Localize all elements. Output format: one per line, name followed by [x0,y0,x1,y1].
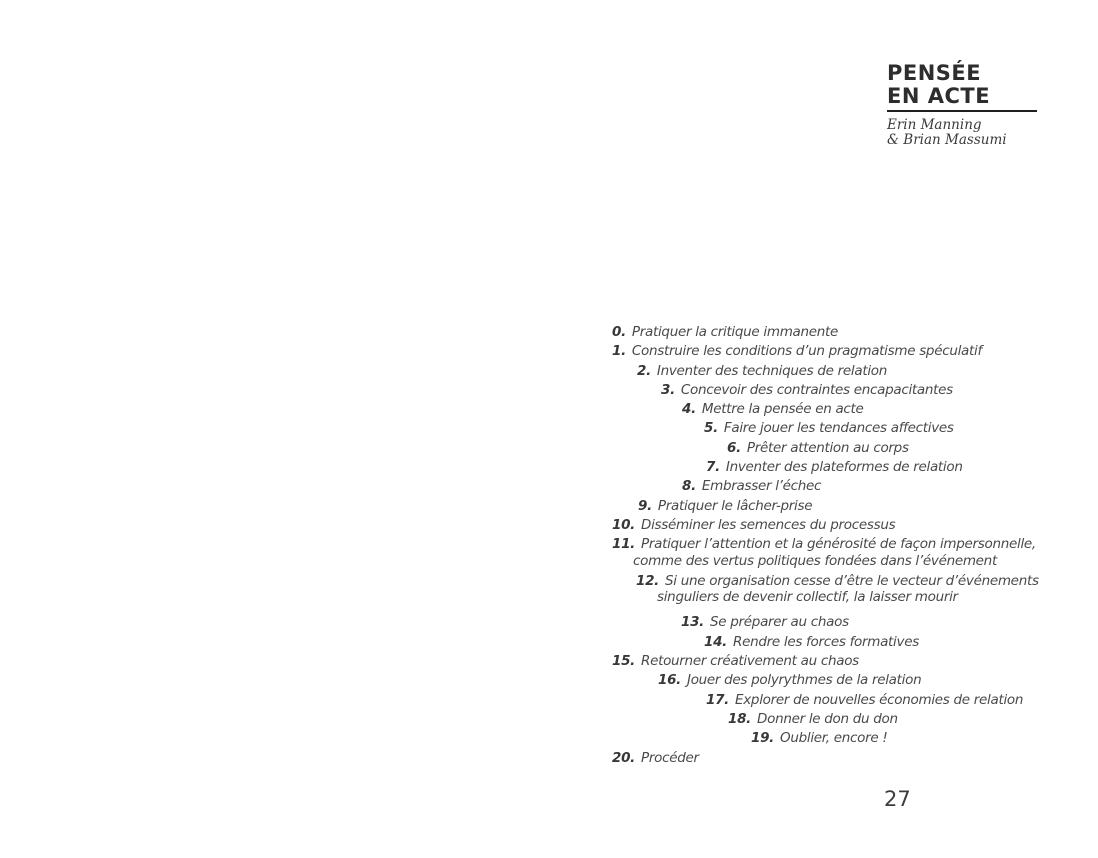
item-number: 14. [704,633,728,650]
list-item [706,458,1072,477]
item-number: 9. [638,497,652,514]
list-item [612,342,1072,361]
list-item [706,691,1072,710]
title-underline-rule [887,110,1037,112]
item-number: 1. [612,343,626,360]
item-text: Si une organisation cesse d’être le vecteur d’événements [665,572,1039,589]
item-number: 5. [704,420,718,437]
item-text: Faire jouer les tendances affectives [723,420,954,437]
item-text: Inventer des techniques de relation [656,362,887,379]
list-item [637,362,1072,381]
list-item [636,573,1072,606]
list-item [638,497,1072,516]
item-text: Prêter attention au corps [746,439,909,456]
list-item [612,652,1072,671]
item-text: Rendre les forces formatives [733,633,919,650]
item-text: Concevoir des contraintes encapacitantes [680,381,953,398]
item-number: 8. [682,478,696,495]
item-text: Pratiquer l’attention et la générosité de façon impersonnelle, [641,536,1036,553]
list-item [682,400,1072,419]
item-number: 0. [612,324,626,340]
list-item [658,671,1072,690]
list-item [661,381,1072,400]
author-name-line1: Erin Manning [887,117,982,133]
item-text: Donner le don du don [757,710,898,727]
item-text: Retourner créativement au chaos [641,653,859,670]
author-name-line2: & Brian Massumi [887,132,1007,148]
list-item [612,536,1072,569]
item-text: Procéder [641,749,699,766]
book-title-line1: PENSÉE [887,61,982,85]
item-text: Pratiquer le lâcher-prise [657,497,813,514]
item-number: 3. [661,381,675,398]
list-item [612,749,1072,768]
item-number: 18. [728,710,752,727]
item-number: 6. [727,439,741,456]
item-text: Mettre la pensée en acte [701,401,864,418]
item-number: 12. [636,572,660,589]
item-number: 11. [612,536,636,553]
item-text-wrap: comme des vertus politiques fondées dans l’événement [633,552,997,569]
item-text: Inventer des plateformes de relation [725,459,963,476]
title-block [887,62,1037,148]
item-number: 4. [682,401,696,418]
item-number: 7. [706,459,720,476]
book-title-line2: EN ACTE [887,84,991,108]
list-item [728,710,1072,729]
item-number: 2. [637,362,651,379]
item-text: Oublier, encore ! [780,730,888,747]
list-item [612,516,1072,535]
item-number: 15. [612,653,636,670]
item-number: 20. [612,749,636,766]
list-item [681,613,1072,632]
item-number: 19. [751,730,775,747]
list-item [612,323,1072,342]
propositions-list [612,323,1072,768]
item-text: Explorer de nouvelles économies de relation [735,691,1024,708]
item-number: 10. [612,516,636,533]
item-text: Construire les conditions d’un pragmatisme spéculatif [631,343,982,360]
item-number: 17. [706,691,730,708]
list-item [704,633,1072,652]
list-item [727,439,1072,458]
item-text: Embrasser l’échec [701,478,822,495]
item-text: Pratiquer la critique immanente [631,324,839,340]
item-text-wrap: singuliers de devenir collectif, la laisser mourir [657,589,958,606]
list-item [704,419,1072,438]
list-item [682,477,1072,496]
item-text: Se préparer au chaos [710,614,849,631]
item-number: 16. [658,672,682,689]
item-text: Disséminer les semences du processus [641,516,896,533]
page-number: 27 [884,787,911,811]
item-number: 13. [681,614,705,631]
item-text: Jouer des polyrythmes de la relation [687,672,922,689]
list-item [751,729,1072,748]
